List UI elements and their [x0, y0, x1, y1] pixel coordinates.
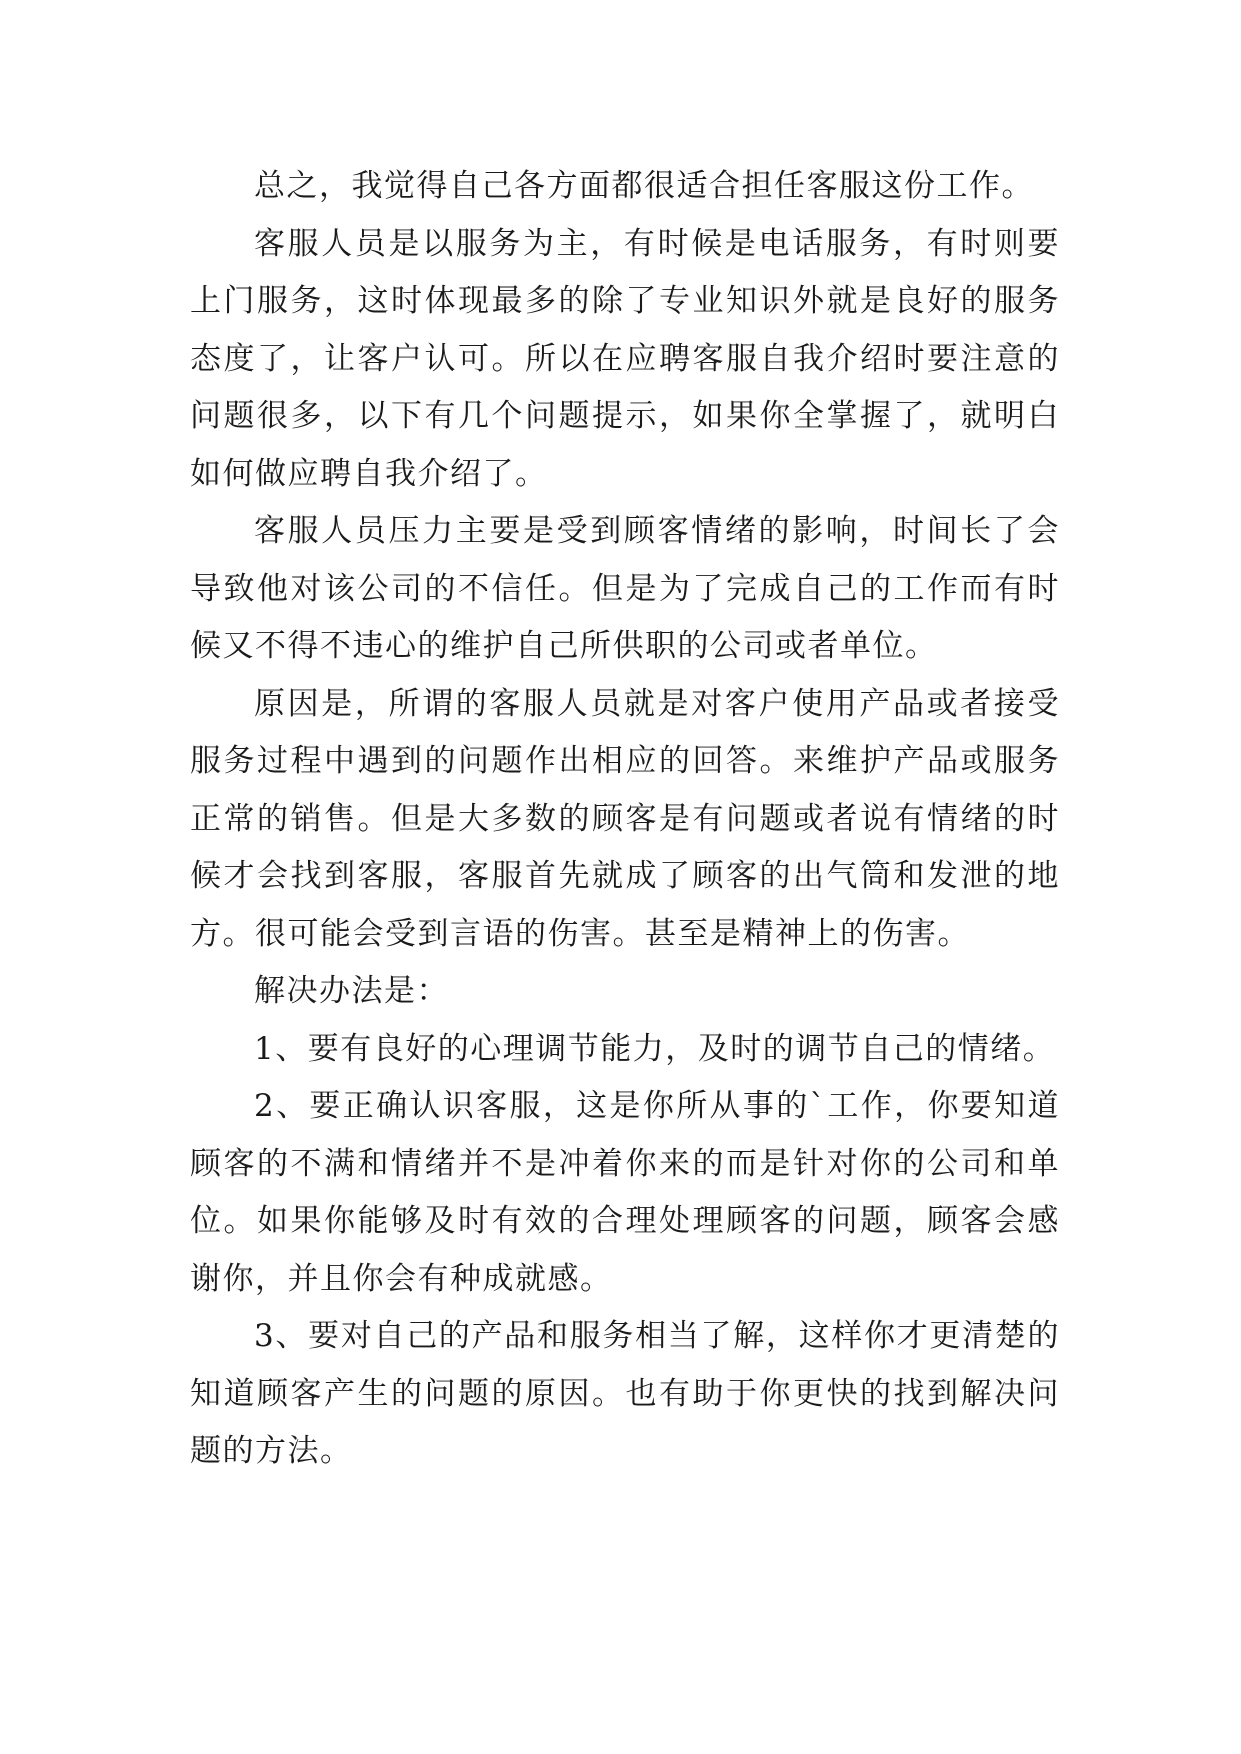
- paragraph-reason: 原因是，所谓的客服人员就是对客户使用产品或者接受服务过程中遇到的问题作出相应的回答。来维护产品或服务正常的销售。但是大多数的顾客是有问题或者说有情绪的时候才会找到客服，客服首先就成了顾客的出气筒和发泄的地方。很可能会受到言语的伤害。甚至是精神上的伤害。: [190, 685, 1060, 952]
- paragraph-solution-heading: 解决办法是：: [254, 973, 449, 1009]
- paragraph-service-intro: 客服人员是以服务为主，有时候是电话服务，有时则要上门服务，这时体现最多的除了专业知识外就是良好的服务态度了，让客户认可。所以在应聘客服自我介绍时要注意的问题很多，以下有几个问题提示，如果你全掌握了，就明白如何做应聘自我介绍了。: [190, 225, 1060, 492]
- paragraph-solution-1: 1、要有良好的心理调节能力，及时的调节自己的情绪。: [254, 1030, 1056, 1067]
- document-body: [190, 158, 1060, 1481]
- paragraph-solution-2: 2、要正确认识客服，这是你所从事的`工作，你要知道顾客的不满和情绪并不是冲着你来的而是针对你的公司和单位。如果你能够及时有效的合理处理顾客的问题，顾客会感谢你，并且你会有种成就感。: [190, 1088, 1060, 1297]
- paragraph-conclusion: 总之，我觉得自己各方面都很适合担任客服这份工作。: [254, 168, 1034, 204]
- paragraph-solution-3: 3、要对自己的产品和服务相当了解，这样你才更清楚的知道顾客产生的问题的原因。也有助于你更快的找到解决问题的方法。: [190, 1318, 1060, 1469]
- paragraph-pressure: 客服人员压力主要是受到顾客情绪的影响，时间长了会导致他对该公司的不信任。但是为了完成自己的工作而有时候又不得不违心的维护自己所供职的公司或者单位。: [190, 513, 1060, 664]
